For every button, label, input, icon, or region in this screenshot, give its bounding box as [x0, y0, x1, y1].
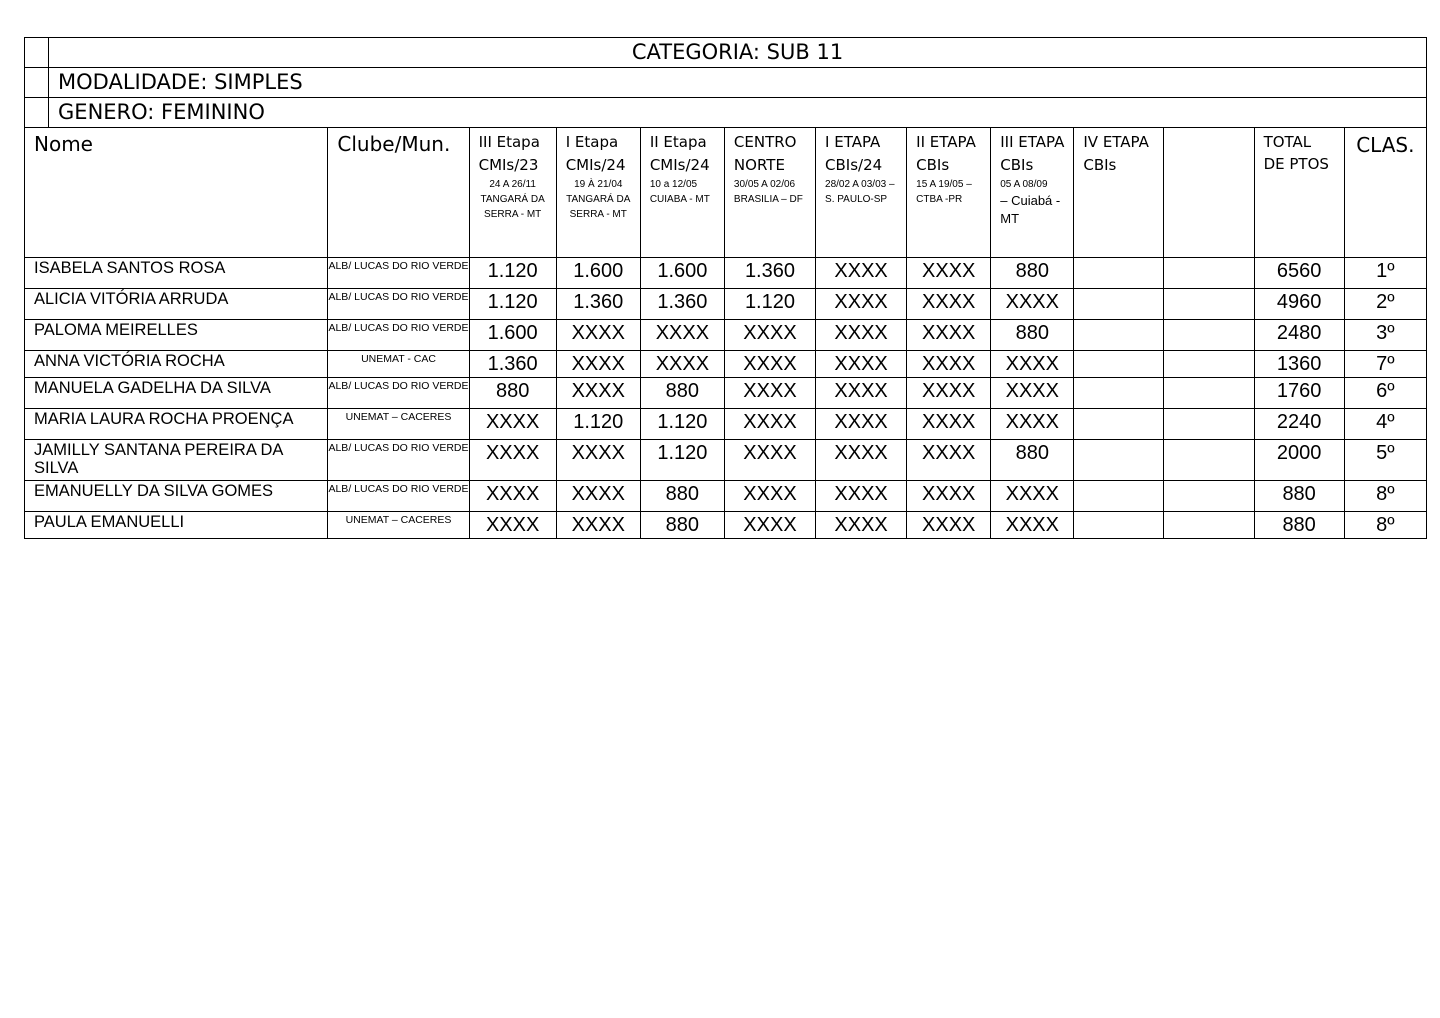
stage-points: XXXX	[816, 512, 907, 539]
stage-points	[1164, 351, 1254, 378]
table-row	[25, 378, 1427, 409]
athlete-club: ALB/ LUCAS DO RIO VERDE	[328, 378, 469, 409]
stage-title: II Etapa CMIs/24	[649, 133, 710, 174]
stage-points	[1074, 481, 1164, 512]
stage-title: III ETAPA CBIs	[1000, 133, 1065, 174]
stage-points: 1.120	[640, 409, 724, 440]
athlete-name: MANUELA GADELHA DA SILVA	[25, 378, 328, 409]
stage-points	[1164, 289, 1254, 320]
stage-points: XXXX	[907, 320, 991, 351]
stage-title: IV ETAPA CBIs	[1083, 133, 1149, 174]
stage-date-place: 05 A 08/09	[1000, 179, 1048, 190]
stage-points: XXXX	[816, 289, 907, 320]
stage-points	[1164, 481, 1254, 512]
stage-points	[1164, 258, 1254, 289]
athlete-name: EMANUELLY DA SILVA GOMES	[25, 481, 328, 512]
column-header-stage	[907, 128, 991, 258]
table-row	[25, 409, 1427, 440]
column-header-name: Nome	[25, 128, 328, 258]
stage-title: II ETAPA CBIs	[916, 133, 976, 174]
column-header-stage	[1074, 128, 1164, 258]
table-row	[25, 289, 1427, 320]
athlete-club: UNEMAT – CACERES	[328, 409, 469, 440]
stage-points: XXXX	[469, 440, 556, 481]
total-points: 1360	[1254, 351, 1344, 378]
stage-points: XXXX	[816, 258, 907, 289]
classification: 8º	[1344, 512, 1426, 539]
stage-points	[1074, 440, 1164, 481]
stage-points: XXXX	[907, 481, 991, 512]
column-header-clas: CLAS.	[1344, 128, 1426, 258]
athlete-club: ALB/ LUCAS DO RIO VERDE	[328, 258, 469, 289]
classification: 5º	[1344, 440, 1426, 481]
stage-points: XXXX	[816, 378, 907, 409]
stage-points	[1164, 512, 1254, 539]
stub-cell	[25, 68, 49, 98]
stage-points	[1074, 258, 1164, 289]
table-row	[25, 320, 1427, 351]
athlete-name: ISABELA SANTOS ROSA	[25, 258, 328, 289]
stage-points: 880	[640, 481, 724, 512]
stage-title: III Etapa CMIs/23	[478, 133, 540, 174]
stage-points: 1.120	[469, 289, 556, 320]
stage-points	[1074, 320, 1164, 351]
classification: 2º	[1344, 289, 1426, 320]
stage-points: XXXX	[907, 512, 991, 539]
column-header-stage	[640, 128, 724, 258]
stage-points: 1.120	[640, 440, 724, 481]
stage-points: XXXX	[907, 440, 991, 481]
stage-title: I ETAPA CBIs/24	[825, 133, 883, 174]
stage-points: 880	[640, 378, 724, 409]
column-header-stage	[816, 128, 907, 258]
ranking-table	[24, 37, 1427, 539]
table-row	[25, 440, 1427, 481]
stage-points: XXXX	[556, 512, 640, 539]
stage-date-place: 19 À 21/04 TANGARÁ DA SERRA - MT	[566, 179, 631, 220]
stage-points: XXXX	[991, 409, 1074, 440]
classification: 1º	[1344, 258, 1426, 289]
athlete-club: ALB/ LUCAS DO RIO VERDE	[328, 320, 469, 351]
stage-points: XXXX	[907, 409, 991, 440]
stage-points: XXXX	[724, 512, 815, 539]
table-row	[25, 258, 1427, 289]
total-points: 2000	[1254, 440, 1344, 481]
stage-points	[1164, 378, 1254, 409]
athlete-name: PALOMA MEIRELLES	[25, 320, 328, 351]
stage-points: XXXX	[816, 481, 907, 512]
stage-points: XXXX	[907, 289, 991, 320]
stage-points: XXXX	[469, 409, 556, 440]
stage-points	[1074, 289, 1164, 320]
athlete-name: ANNA VICTÓRIA ROCHA	[25, 351, 328, 378]
column-header-stage	[991, 128, 1074, 258]
classification: 3º	[1344, 320, 1426, 351]
stage-points: XXXX	[907, 258, 991, 289]
stage-title: CENTRO NORTE	[733, 133, 797, 174]
stage-points: XXXX	[556, 320, 640, 351]
category-title: CATEGORIA: SUB 11	[49, 38, 1427, 68]
column-header-stage	[1164, 128, 1254, 258]
stage-points: XXXX	[816, 320, 907, 351]
table-row	[25, 351, 1427, 378]
stage-points: 880	[991, 320, 1074, 351]
athlete-name: MARIA LAURA ROCHA PROENÇA	[25, 409, 328, 440]
stage-points: XXXX	[556, 351, 640, 378]
stage-points: 1.360	[640, 289, 724, 320]
stage-points: XXXX	[724, 409, 815, 440]
total-points: 1760	[1254, 378, 1344, 409]
total-label: TOTAL DE PTOS	[1263, 133, 1329, 173]
athlete-club: UNEMAT – CACERES	[328, 512, 469, 539]
modality-title: MODALIDADE: SIMPLES	[49, 68, 1427, 98]
stage-points: 1.360	[556, 289, 640, 320]
stage-date-place: 30/05 A 02/06 BRASILIA – DF	[733, 179, 803, 205]
stage-points: XXXX	[816, 351, 907, 378]
stage-points: XXXX	[724, 440, 815, 481]
classification: 4º	[1344, 409, 1426, 440]
column-header-stage	[469, 128, 556, 258]
athlete-club: ALB/ LUCAS DO RIO VERDE	[328, 289, 469, 320]
total-points: 6560	[1254, 258, 1344, 289]
athlete-club: ALB/ LUCAS DO RIO VERDE	[328, 481, 469, 512]
stage-points: 1.600	[469, 320, 556, 351]
stage-points: XXXX	[816, 440, 907, 481]
stage-points: XXXX	[991, 512, 1074, 539]
stage-points: XXXX	[556, 378, 640, 409]
athlete-name: ALICIA VITÓRIA ARRUDA	[25, 289, 328, 320]
athlete-name: JAMILLY SANTANA PEREIRA DA SILVA	[25, 440, 328, 481]
stage-points: XXXX	[469, 512, 556, 539]
stage-points: 880	[469, 378, 556, 409]
stage-points: XXXX	[991, 481, 1074, 512]
column-header-total	[1254, 128, 1344, 258]
stage-points	[1074, 351, 1164, 378]
stage-points	[1164, 440, 1254, 481]
stage-points	[1164, 409, 1254, 440]
stage-points: XXXX	[991, 351, 1074, 378]
stage-points: 880	[991, 258, 1074, 289]
classification: 7º	[1344, 351, 1426, 378]
stage-points: XXXX	[991, 289, 1074, 320]
total-points: 2480	[1254, 320, 1344, 351]
stage-date-place: 28/02 A 03/03 – S. PAULO-SP	[825, 179, 895, 205]
stage-points: XXXX	[469, 481, 556, 512]
table-row	[25, 512, 1427, 539]
stage-points: XXXX	[907, 378, 991, 409]
stage-points: XXXX	[991, 378, 1074, 409]
stage-points: XXXX	[724, 378, 815, 409]
stage-date-place: 24 A 26/11 TANGARÁ DA SERRA - MT	[480, 179, 545, 220]
gender-title: GENERO: FEMININO	[49, 98, 1427, 128]
stage-points	[1074, 409, 1164, 440]
athlete-name: PAULA EMANUELLI	[25, 512, 328, 539]
athlete-club: ALB/ LUCAS DO RIO VERDE	[328, 440, 469, 481]
stage-date-place: 15 A 19/05 – CTBA -PR	[916, 179, 972, 205]
total-points: 4960	[1254, 289, 1344, 320]
stage-title: I Etapa CMIs/24	[565, 133, 626, 174]
stage-points: XXXX	[724, 481, 815, 512]
stage-points	[1074, 512, 1164, 539]
stage-points: XXXX	[556, 440, 640, 481]
stage-points: 1.120	[469, 258, 556, 289]
stub-cell	[25, 98, 49, 128]
stage-points	[1164, 320, 1254, 351]
total-points: 880	[1254, 512, 1344, 539]
stage-points: 880	[640, 512, 724, 539]
column-header-stage	[724, 128, 815, 258]
stage-points: XXXX	[816, 409, 907, 440]
athlete-club: UNEMAT - CAC	[328, 351, 469, 378]
stage-points: 1.600	[640, 258, 724, 289]
stage-points: 1.360	[724, 258, 815, 289]
stage-points: XXXX	[640, 351, 724, 378]
stage-points	[1074, 378, 1164, 409]
total-points: 2240	[1254, 409, 1344, 440]
classification: 6º	[1344, 378, 1426, 409]
stage-points: XXXX	[724, 351, 815, 378]
stage-points: XXXX	[907, 351, 991, 378]
stage-points: 1.120	[724, 289, 815, 320]
stage-points: XXXX	[724, 320, 815, 351]
total-points: 880	[1254, 481, 1344, 512]
stage-points: 880	[991, 440, 1074, 481]
table-row	[25, 481, 1427, 512]
stub-cell	[25, 38, 49, 68]
stage-place: – Cuiabá - MT	[1000, 193, 1061, 226]
stage-points: 1.600	[556, 258, 640, 289]
stage-points: 1.360	[469, 351, 556, 378]
stage-points: 1.120	[556, 409, 640, 440]
stage-date-place: 10 a 12/05 CUIABA - MT	[649, 179, 710, 205]
stage-points: XXXX	[556, 481, 640, 512]
column-header-club: Clube/Mun.	[328, 128, 469, 258]
column-header-stage	[556, 128, 640, 258]
stage-points: XXXX	[640, 320, 724, 351]
classification: 8º	[1344, 481, 1426, 512]
